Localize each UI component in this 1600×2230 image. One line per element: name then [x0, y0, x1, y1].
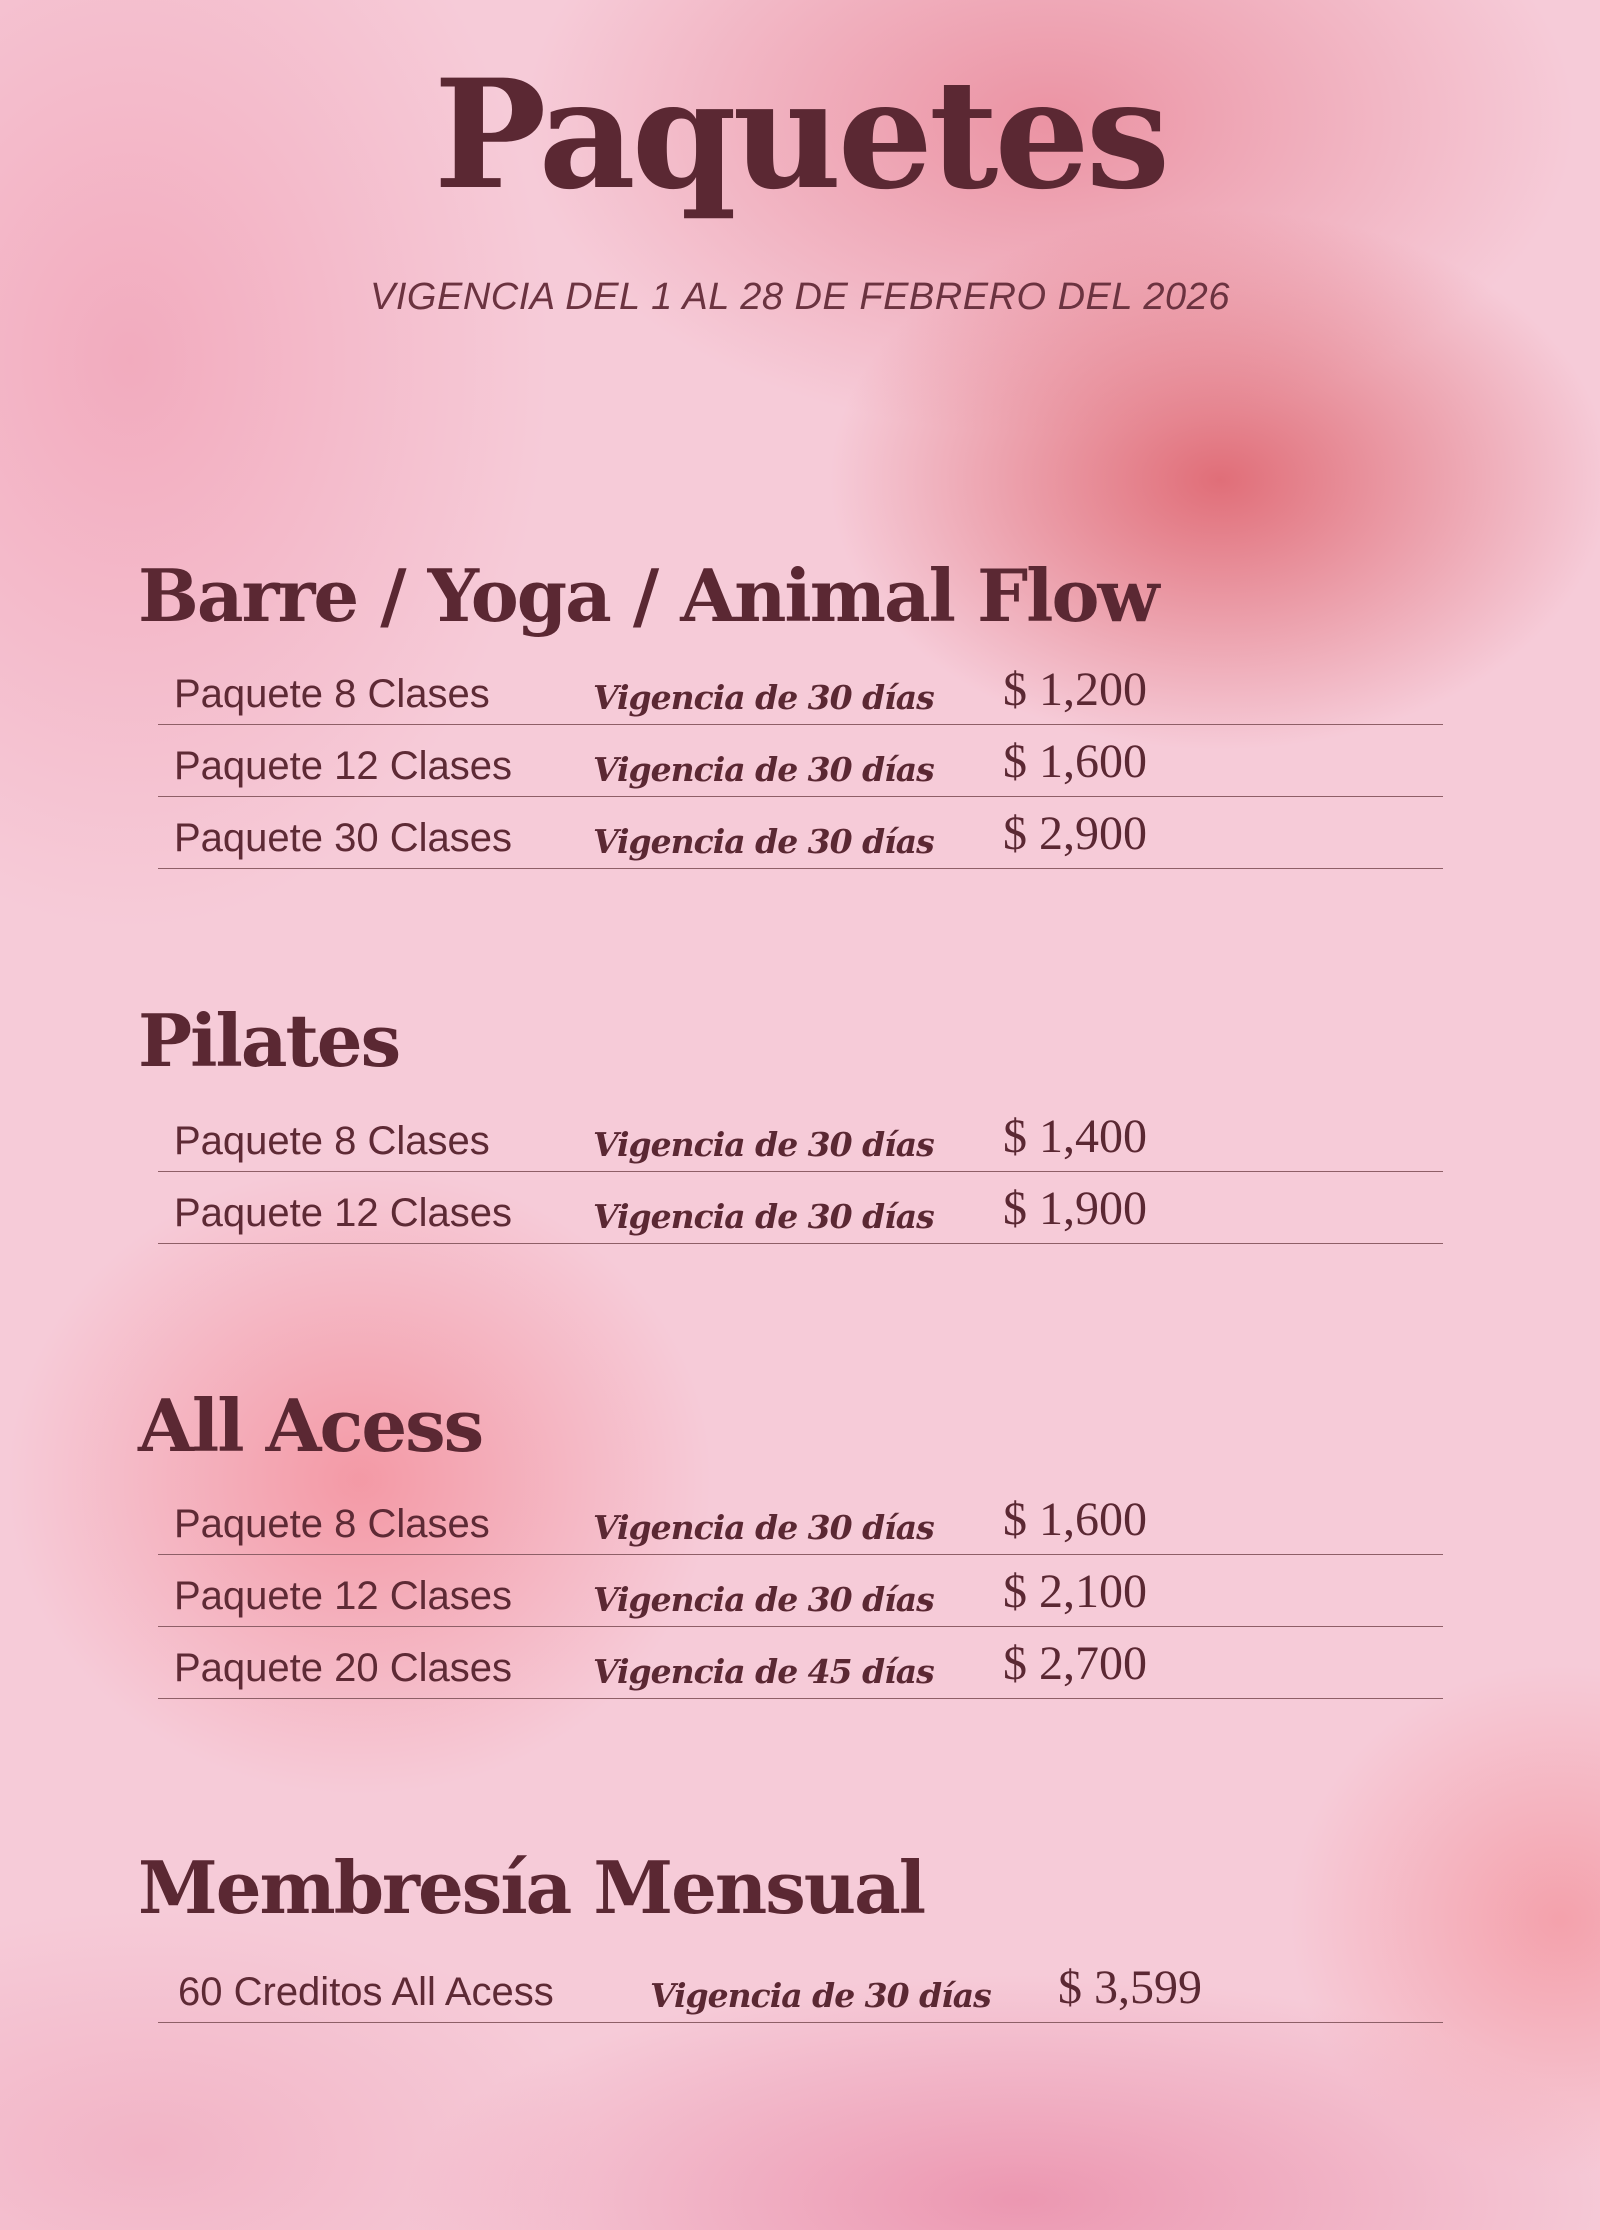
package-row	[158, 724, 1443, 797]
package-price: $ 1,900	[1003, 1182, 1147, 1235]
package-name: Paquete 12 Clases	[174, 1191, 513, 1235]
package-validity: Vigencia de 45 días	[593, 1652, 934, 1691]
package-row	[158, 1171, 1443, 1244]
package-price: $ 2,900	[1003, 807, 1147, 860]
package-price: $ 1,400	[1003, 1110, 1147, 1163]
package-name: Paquete 12 Clases	[174, 1574, 513, 1618]
package-price: $ 2,100	[1003, 1565, 1147, 1618]
section-title-membresia-mensual: Membresía Mensual	[138, 1845, 925, 1930]
package-validity: Vigencia de 30 días	[593, 822, 934, 861]
package-name: Paquete 12 Clases	[174, 744, 513, 788]
package-name: Paquete 20 Clases	[174, 1646, 513, 1690]
package-price: $ 1,600	[1003, 1493, 1147, 1546]
package-row	[158, 652, 1443, 725]
package-price: $ 2,700	[1003, 1637, 1147, 1690]
package-validity: Vigencia de 30 días	[593, 1197, 934, 1236]
package-row	[158, 1950, 1443, 2023]
package-price: $ 3,599	[1058, 1961, 1202, 2014]
package-row	[158, 1482, 1443, 1555]
package-validity: Vigencia de 30 días	[593, 1508, 934, 1547]
package-row	[158, 1626, 1443, 1699]
package-validity: Vigencia de 30 días	[593, 1125, 934, 1164]
package-row	[158, 1554, 1443, 1627]
package-name: Paquete 8 Clases	[174, 1502, 490, 1546]
section-title-pilates: Pilates	[138, 998, 400, 1083]
package-validity: Vigencia de 30 días	[593, 678, 934, 717]
package-row	[158, 1099, 1443, 1172]
package-price: $ 1,600	[1003, 735, 1147, 788]
package-validity: Vigencia de 30 días	[593, 1580, 934, 1619]
section-title-barre-yoga-animal-flow: Barre / Yoga / Animal Flow	[138, 553, 1158, 638]
page-title: Paquetes	[433, 47, 1167, 223]
package-row	[158, 796, 1443, 869]
package-validity: Vigencia de 30 días	[650, 1976, 991, 2015]
package-name: Paquete 8 Clases	[174, 672, 490, 716]
package-name: Paquete 30 Clases	[174, 816, 513, 860]
package-name: Paquete 8 Clases	[174, 1119, 490, 1163]
package-name: 60 Creditos All Acess	[178, 1970, 554, 2014]
section-title-all-acess: All Acess	[138, 1383, 483, 1468]
package-validity: Vigencia de 30 días	[593, 750, 934, 789]
package-price: $ 1,200	[1003, 663, 1147, 716]
validity-subtitle: VIGENCIA DEL 1 AL 28 DE FEBRERO DEL 2026	[370, 276, 1230, 318]
